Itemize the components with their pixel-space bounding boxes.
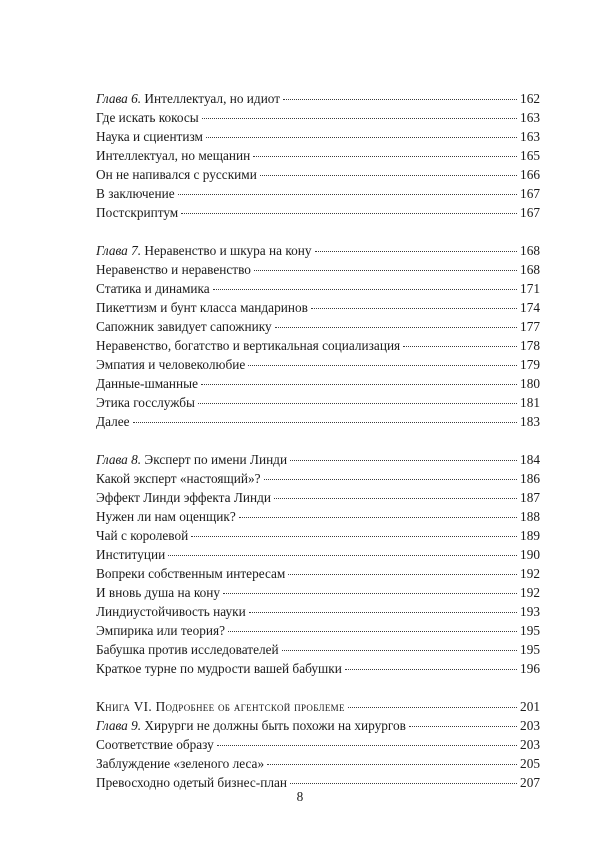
dot-leader: [228, 631, 517, 632]
dot-leader: [248, 365, 517, 366]
dot-leader: [275, 327, 517, 328]
entry-title: [96, 583, 220, 602]
entry-page-number: 167: [520, 186, 540, 201]
entry-title-text: Какой эксперт «настоящий»?: [96, 471, 261, 486]
entry-title-text: Заблуждение «зеленого леса»: [96, 756, 265, 771]
toc-entry: [96, 488, 540, 507]
entry-title-text: Краткое турне по мудрости вашей бабушки: [96, 661, 342, 676]
dot-leader: [264, 479, 517, 480]
entry-page-number: 171: [520, 281, 540, 296]
dot-leader: [283, 99, 517, 100]
entry-page-number: 188: [520, 509, 540, 524]
toc-entry: [96, 583, 540, 602]
entry-page-number: 192: [520, 585, 540, 600]
dot-leader: [168, 555, 517, 556]
entry-title: [96, 716, 406, 735]
entry-title-text: Наука и сциентизм: [96, 129, 203, 144]
dot-leader: [409, 726, 517, 727]
entry-title: [96, 488, 271, 507]
dot-leader: [253, 156, 517, 157]
entry-title-text: Нужен ли нам оценщик?: [96, 509, 236, 524]
entry-title-text: Чай с королевой: [96, 528, 189, 543]
entry-title: [96, 184, 175, 203]
entry-title: [96, 355, 245, 374]
toc-entry: [96, 336, 540, 355]
dot-leader: [315, 251, 517, 252]
entry-page-number: 195: [520, 642, 540, 657]
toc-entry: [96, 203, 540, 222]
entry-title: [96, 507, 236, 526]
dot-leader: [254, 270, 517, 271]
toc-entry: [96, 146, 540, 165]
entry-page-number: 167: [520, 205, 540, 220]
entry-title: [96, 640, 279, 659]
entry-title-text: Эмпатия и человеколюбие: [96, 357, 246, 372]
entry-page-number: 165: [520, 148, 540, 163]
entry-title-text: Далее: [96, 414, 130, 429]
entry-title-text: Неравенство, богатство и вертикальная социализация: [96, 338, 401, 353]
entry-page-number: 181: [520, 395, 540, 410]
toc-entry: [96, 317, 540, 336]
dot-leader: [191, 536, 517, 537]
toc-entry: [96, 89, 540, 108]
entry-page-number: 162: [520, 91, 540, 106]
entry-page-number: 168: [520, 243, 540, 258]
dot-leader: [282, 650, 517, 651]
entry-title-text: Данные-шманные: [96, 376, 198, 391]
toc-section: [96, 89, 540, 222]
entry-title-text: Бабушка против исследователей: [96, 642, 279, 657]
entry-title-text: Сапожник завидует сапожнику: [96, 319, 272, 334]
chapter-label: Глава 7.: [96, 243, 142, 258]
dot-leader: [202, 118, 517, 119]
entry-title-text: Превосходно одетый бизнес-план: [96, 775, 288, 790]
chapter-label: Глава 9.: [96, 718, 142, 733]
dot-leader: [290, 783, 517, 784]
entry-title: [96, 450, 287, 469]
entry-title: [96, 165, 257, 184]
entry-title: [96, 89, 280, 108]
entry-title: [96, 526, 188, 545]
entry-title: [96, 754, 264, 773]
toc-entry: [96, 507, 540, 526]
page-number: 8: [296, 789, 304, 804]
entry-title-text: Он не напивался с русскими: [96, 167, 257, 182]
entry-page-number: 193: [520, 604, 540, 619]
entry-page-number: 196: [520, 661, 540, 676]
toc-entry: [96, 260, 540, 279]
entry-title-text: Статика и динамика: [96, 281, 210, 296]
entry-page-number: 179: [520, 357, 540, 372]
toc-section: [96, 697, 540, 792]
entry-title-text: Книга VI. Подробнее об агентской проблеме: [96, 699, 345, 714]
entry-page-number: 180: [520, 376, 540, 391]
toc-entry: [96, 450, 540, 469]
entry-title-text: Пикеттизм и бунт класса мандаринов: [96, 300, 308, 315]
entry-title: [96, 412, 130, 431]
entry-title-text: Интеллектуал, но идиот: [141, 91, 281, 106]
toc-entry: [96, 279, 540, 298]
entry-title-text: И вновь душа на кону: [96, 585, 221, 600]
dot-leader: [403, 346, 517, 347]
entry-title: [96, 241, 312, 260]
dot-leader: [178, 194, 517, 195]
dot-leader: [348, 707, 517, 708]
toc-entry: [96, 393, 540, 412]
dot-leader: [260, 175, 517, 176]
entry-title: [96, 260, 251, 279]
dot-leader: [198, 403, 517, 404]
dot-leader: [249, 612, 517, 613]
entry-title: [96, 203, 178, 222]
entry-title-text: Где искать кокосы: [96, 110, 199, 125]
entry-page-number: 187: [520, 490, 540, 505]
toc-entry: [96, 697, 540, 716]
entry-page-number: 184: [520, 452, 540, 467]
toc-entry: [96, 241, 540, 260]
toc-entry: [96, 526, 540, 545]
entry-title: [96, 659, 342, 678]
entry-title-text: Постскриптум: [96, 205, 179, 220]
entry-page-number: 178: [520, 338, 540, 353]
entry-title-text: Соответствие образу: [96, 737, 214, 752]
entry-title: [96, 545, 165, 564]
toc-entry: [96, 602, 540, 621]
entry-title-text: Вопреки собственным интересам: [96, 566, 286, 581]
entry-page-number: 195: [520, 623, 540, 638]
entry-page-number: 192: [520, 566, 540, 581]
entry-title-text: В заключение: [96, 186, 175, 201]
entry-page-number: 166: [520, 167, 540, 182]
entry-page-number: 177: [520, 319, 540, 334]
entry-page-number: 201: [520, 699, 540, 714]
dot-leader: [267, 764, 517, 765]
toc-entry: [96, 412, 540, 431]
entry-page-number: 163: [520, 110, 540, 125]
entry-title-text: Неравенство и неравенство: [96, 262, 251, 277]
toc-entry: [96, 640, 540, 659]
dot-leader: [239, 517, 517, 518]
entry-title-text: Этика госслужбы: [96, 395, 195, 410]
entry-title: [96, 564, 285, 583]
entry-title-text: Эмпирика или теория?: [96, 623, 226, 638]
entry-title: [96, 336, 400, 355]
entry-title: [96, 279, 210, 298]
dot-leader: [223, 593, 517, 594]
toc-entry: [96, 184, 540, 203]
entry-title-text: Эффект Линди эффекта Линди: [96, 490, 272, 505]
toc-entry: [96, 298, 540, 317]
entry-title: [96, 146, 250, 165]
toc-entry: [96, 545, 540, 564]
entry-title-text: Эксперт по имени Линди: [141, 452, 288, 467]
dot-leader: [290, 460, 517, 461]
toc-entry: [96, 469, 540, 488]
table-of-contents: [96, 89, 540, 811]
toc-entry: [96, 659, 540, 678]
entry-page-number: 203: [520, 718, 540, 733]
toc-entry: [96, 621, 540, 640]
entry-page-number: 190: [520, 547, 540, 562]
entry-page-number: 168: [520, 262, 540, 277]
entry-title-text: Хирурги не должны быть похожи на хирургов: [141, 718, 406, 733]
dot-leader: [213, 289, 517, 290]
part-title: [96, 697, 345, 716]
entry-title: [96, 621, 225, 640]
entry-page-number: 205: [520, 756, 540, 771]
entry-title: [96, 393, 195, 412]
entry-title: [96, 298, 308, 317]
entry-title-text: Институции: [96, 547, 166, 562]
toc-entry: [96, 564, 540, 583]
entry-page-number: 186: [520, 471, 540, 486]
toc-entry: [96, 108, 540, 127]
dot-leader: [345, 669, 517, 670]
dot-leader: [274, 498, 517, 499]
toc-section: [96, 450, 540, 678]
dot-leader: [201, 384, 517, 385]
entry-page-number: 189: [520, 528, 540, 543]
entry-title: [96, 108, 199, 127]
dot-leader: [181, 213, 517, 214]
toc-entry: [96, 127, 540, 146]
toc-entry: [96, 165, 540, 184]
entry-page-number: 203: [520, 737, 540, 752]
entry-title-text: Неравенство и шкура на кону: [141, 243, 312, 258]
dot-leader: [217, 745, 517, 746]
chapter-label: Глава 8.: [96, 452, 142, 467]
toc-entry: [96, 735, 540, 754]
entry-title: [96, 735, 214, 754]
toc-entry: [96, 754, 540, 773]
toc-entry: [96, 716, 540, 735]
toc-section: [96, 241, 540, 431]
dot-leader: [311, 308, 517, 309]
dot-leader: [133, 422, 518, 423]
dot-leader: [288, 574, 517, 575]
entry-page-number: 163: [520, 129, 540, 144]
toc-entry: [96, 355, 540, 374]
entry-title: [96, 469, 261, 488]
entry-page-number: 174: [520, 300, 540, 315]
entry-page-number: 207: [520, 775, 540, 790]
entry-title: [96, 127, 203, 146]
dot-leader: [206, 137, 517, 138]
chapter-label: Глава 6.: [96, 91, 142, 106]
entry-title-text: Интеллектуал, но мещанин: [96, 148, 251, 163]
entry-title: [96, 317, 272, 336]
entry-title: [96, 374, 198, 393]
entry-page-number: 183: [520, 414, 540, 429]
entry-title: [96, 602, 246, 621]
entry-title-text: Линдиустойчивость науки: [96, 604, 246, 619]
toc-entry: [96, 374, 540, 393]
